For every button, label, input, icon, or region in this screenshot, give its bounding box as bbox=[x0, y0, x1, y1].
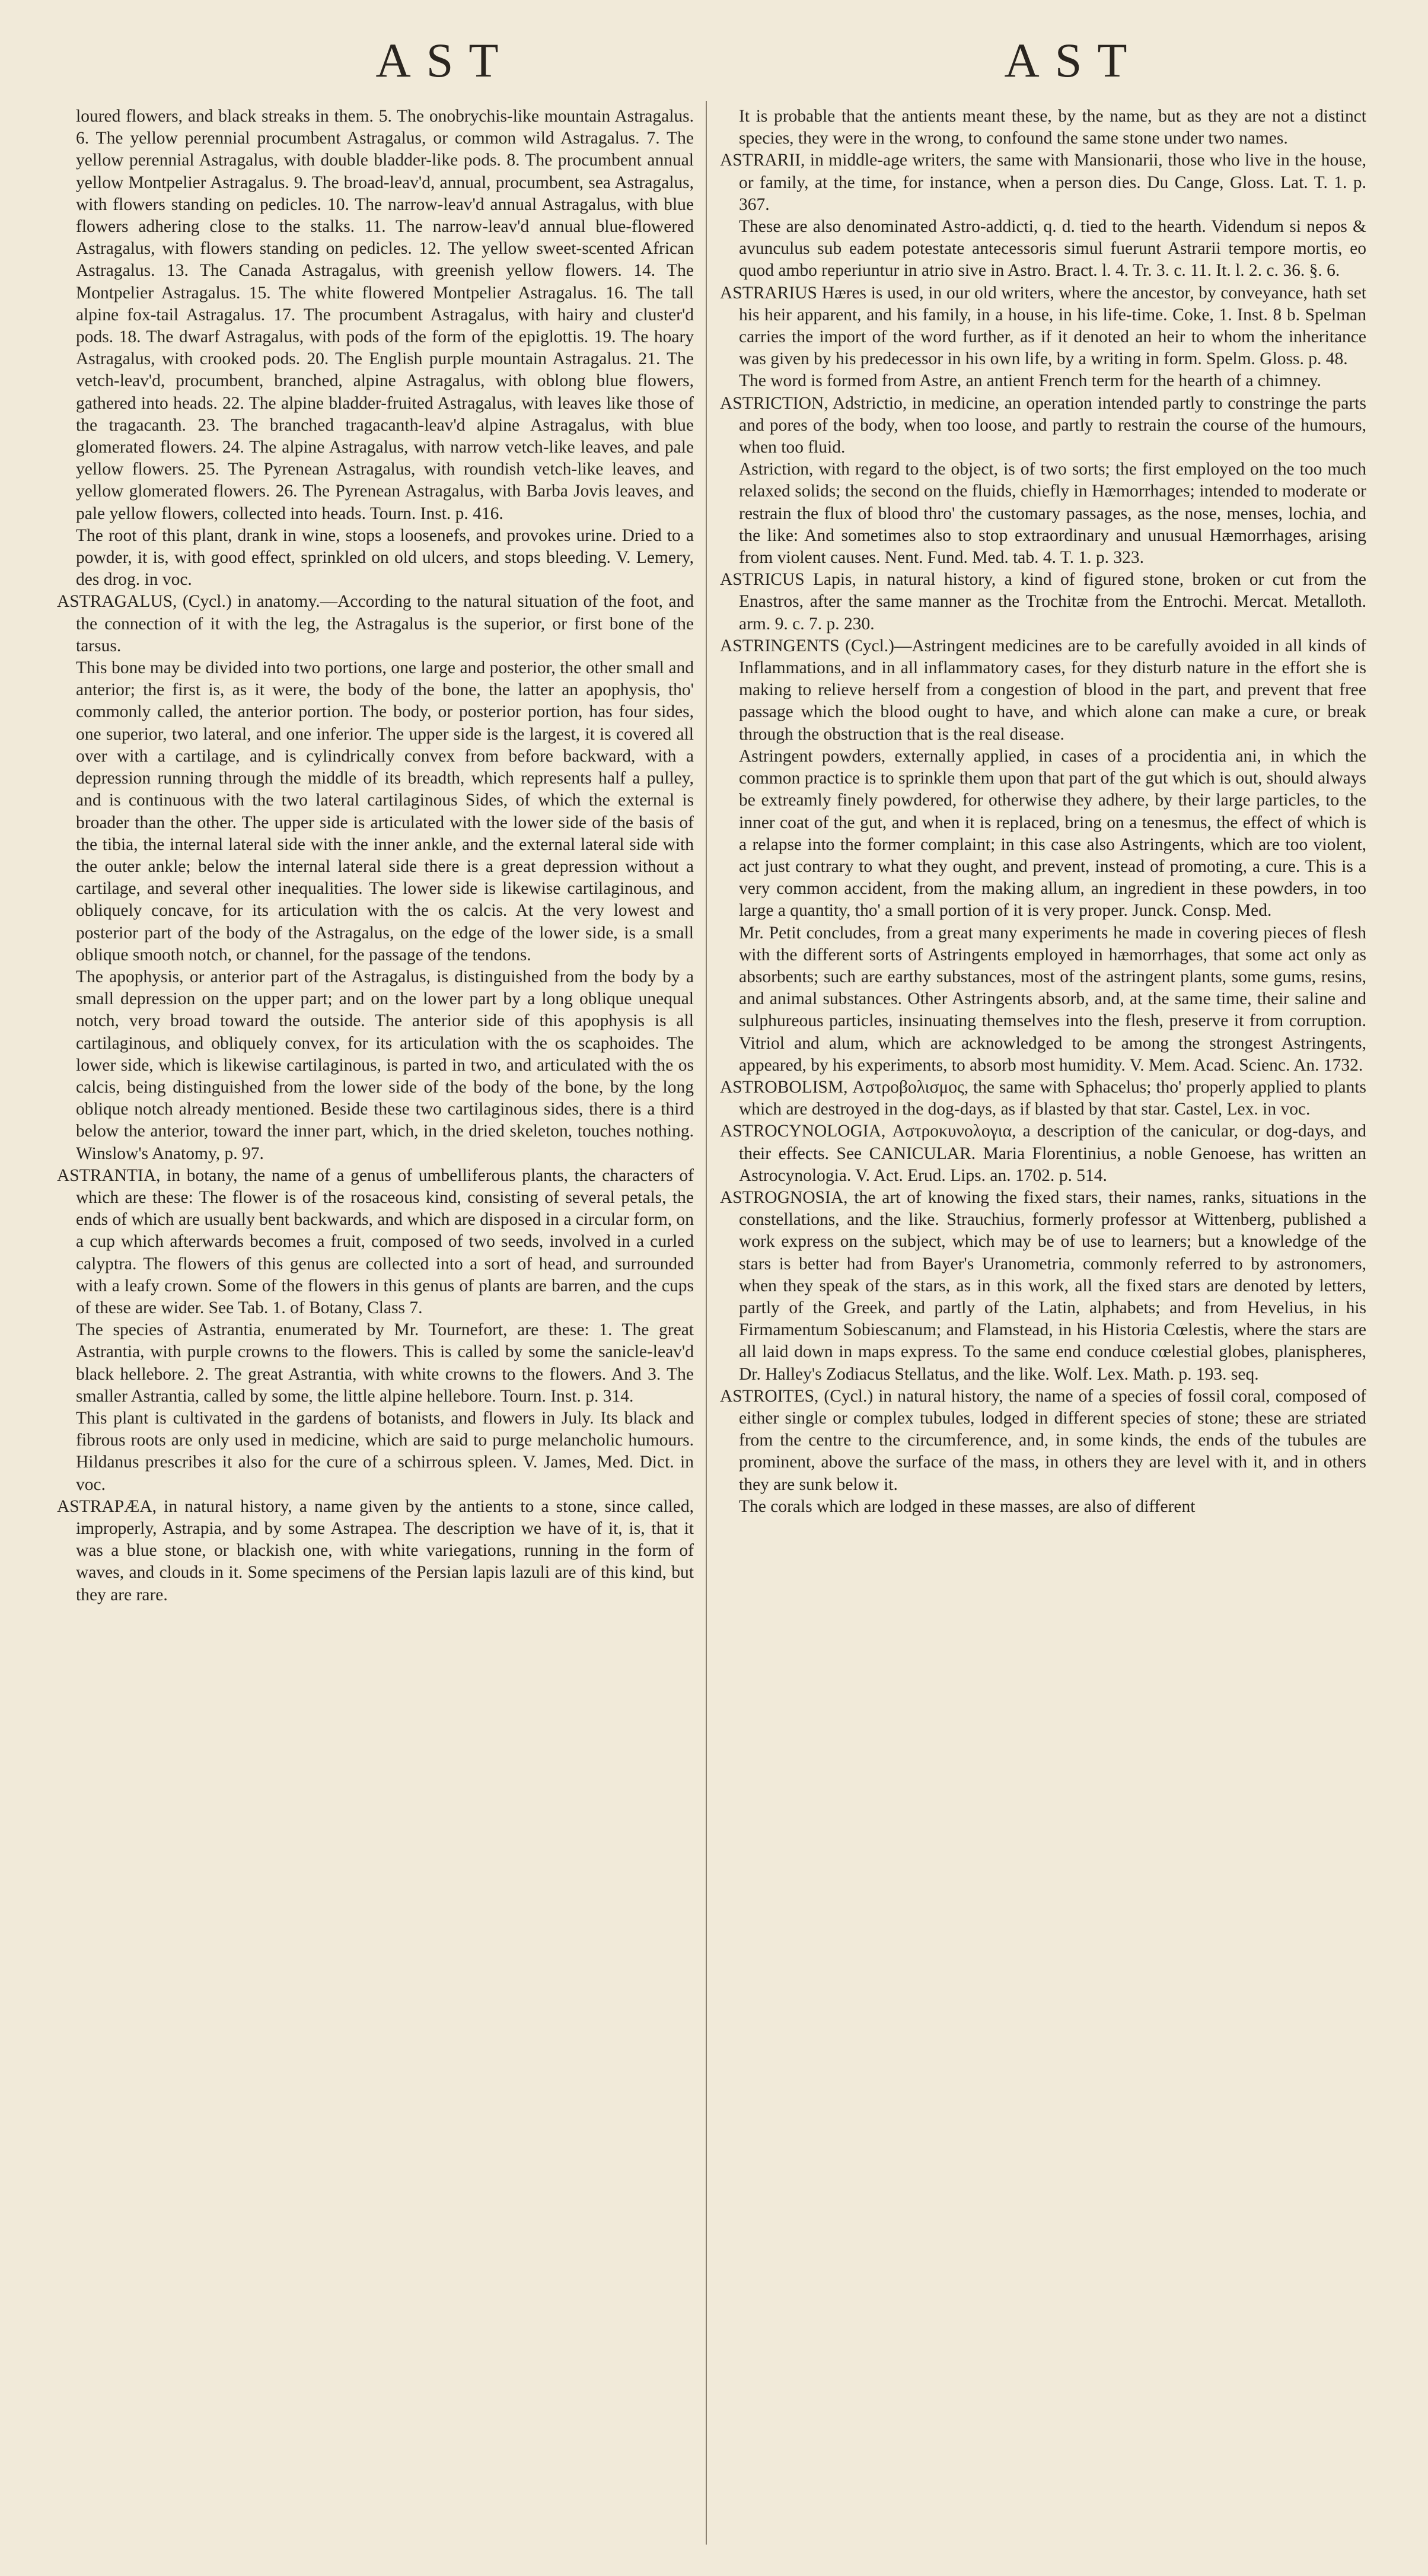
entry-paragraph: The species of Astrantia, enumerated by Mr. Tournefort, are these: 1. The great Astrantia, with purple crowns to the flowers. This is called by some the sanicle-leav'd black hellebore. 2. The great Astrantia, with white crowns to the flowers. And 3. The smaller Astrantia, called by some, the little alpine hellebore. Tourn. Inst. p. 314. bbox=[76, 1320, 694, 1406]
dictionary-entry: ASTROCYNOLOGIA, Αστροκυνολογια, a description of the canicular, or dog-days, and their effects. See CANICULAR. Maria Florentinius, a noble Genoese, has written an Astrocynologia. V. Act. Erud. Lips. an. 1702. p. 514. bbox=[720, 1122, 1366, 1185]
dictionary-entry: ASTRANTIA, in botany, the name of a genus of umbelliferous plants, the characters of which are these: The flower is of the rosaceous kind, consisting of several petals, the ends of which are usually bent backwards, and which are disposed in a circular form, on a cup which afterwards becomes a fruit, composed of two seeds, involved in a curled calyptra. The flowers of this genus are collected into a sort of head, and surrounded with a leafy crown. Some of the flowers in this genus of plants are barren, and the cups of these are wider. See Tab. 1. of Botany, Class 7. bbox=[57, 1166, 694, 1317]
dictionary-entry: ASTROITES, (Cycl.) in natural history, the name of a species of fossil coral, composed of either single or complex tubules, lodged in different species of stone; these are striated from the centre to the circumference, and, in some kinds, the ends of the tubules are prominent, above the surface of the mass, in others they are level with it, and in others they are sunk below it. bbox=[720, 1386, 1366, 1494]
entry-paragraph: The root of this plant, drank in wine, stops a loosenefs, and provokes urine. Dried to a powder, it is, with good effect, sprinkled on old ulcers, and stops bleeding. V. Lemery, des drog. in voc. bbox=[76, 526, 694, 590]
dictionary-entry: ASTRINGENTS (Cycl.)—Astringent medicines are to be carefully avoided in all kinds of Inflammations, and in all inflammatory cases, for they disturb nature in the effort she is making to relieve herself from a congestion of blood in the part, and prevent that free passage which the blood ought to have, and which alone can make a cure, or break through the obstruction that is the real disease. bbox=[720, 636, 1366, 744]
dictionary-entry: ASTRICTION, Adstrictio, in medicine, an operation intended partly to constringe the parts and pores of the body, when too loose, and partly to restrain the course of the humours, when too fluid. bbox=[720, 393, 1366, 457]
entry-paragraph: The apophysis, or anterior part of the Astragalus, is distinguished from the body by a small depression on the upper part; and on the lower part by a long oblique unequal notch, very broad toward the outside. The anterior side of this apophysis is all cartilaginous, and obliquely convex, for its articulation with the os scaphoides. The lower side, which is likewise cartilaginous, is parted in two, and articulated with the os calcis, being distinguished from the lower side of the body of the bone, by the long oblique notch already mentioned. Beside these two cartilaginous sides, there is a third below the anterior, toward the inner part, which, in the dried skeleton, touches nothing. Winslow's Anatomy, p. 97. bbox=[76, 967, 694, 1163]
dictionary-entry: ASTROGNOSIA, the art of knowing the fixed stars, their names, ranks, situations in the constellations, and the like. Strauchius, formerly professor at Wittenberg, published a work express on the subject, which may be of use to learners; but a knowledge of the stars is better had from Bayer's Uranometria, commonly referred to by astronomers, when they speak of the stars, as in this work, all the fixed stars are denoted by letters, partly of the Greek, and partly of the Latin, alphabets; and from Hevelius, in his Firmamentum Sobiescanum; and Flamstead, in his Historia Cœlestis, where the stars are all laid down in maps express. To the same end conduce cœlestial globes, planispheres, Dr. Halley's Zodiacus Stellatus, and the like. Wolf. Lex. Math. p. 193. seq. bbox=[720, 1187, 1366, 1384]
entry-paragraph: The corals which are lodged in these masses, are also of different bbox=[739, 1496, 1196, 1516]
running-head-right: AST bbox=[1004, 33, 1143, 87]
entry-paragraph: This plant is cultivated in the gardens of botanists, and flowers in July. Its black and fibrous roots are only used in medicine, which are said to purge melancholic humours. Hildanus prescribes it also for the cure of a schirrous spleen. V. James, Med. Dict. in voc. bbox=[76, 1408, 694, 1494]
entry-paragraph: These are also denominated Astro-addicti, q. d. tied to the hearth. Videndum si nepos & avunculus sub eadem potestate antecessoris simul fuerunt Astrarii tempore mortis, eo quod ambo reperiuntur in atrio sive in Astro. Bract. l. 4. Tr. 3. c. 11. It. l. 2. c. 36. §. 6. bbox=[739, 217, 1366, 281]
entry-paragraph: The word is formed from Astre, an antient French term for the hearth of a chimney. bbox=[739, 371, 1321, 391]
entry-paragraph: This bone may be divided into two portions, one large and posterior, the other small and anterior; the first is, as it were, the body of the bone, the latter an apophysis, tho' commonly called, the anterior portion. The body, or posterior portion, has four sides, one superior, two lateral, and one inferior. The upper side is the largest, it is covered all over with a cartilage, and is cylindrically convex from before backward, with a depression running through the middle of its breadth, which represents half a pulley, and is continuous with the two lateral cartilaginous Sides, of which the external is broader than the other. The upper side is articulated with the lower side of the basis of the tibia, the internal lateral side with the inner ankle, and the external lateral side with the outer ankle; below the internal lateral side there is a great depression without a cartilage, and several other inequalities. The lower side is likewise cartilaginous, and obliquely concave, for its articulation with the os calcis. At the very lowest and posterior part of the body of the Astragalus, on the edge of the lower side, is a small oblique smooth notch, or channel, for the passage of the tendons. bbox=[76, 658, 694, 964]
entry-paragraph: loured flowers, and black streaks in them. 5. The onobrychis-like mountain Astragalus. 6. The yellow perennial procumbent Astragalus, or common wild Astragalus. 7. The yellow perennial Astragalus, with double bladder-like pods. 8. The procumbent annual yellow Montpelier Astragalus. 9. The broad-leav'd, annual, procumbent, sea Astragalus, with flowers standing on pedicles. 10. The narrow-leav'd annual Astragalus, with blue flowers adhering close to the stalks. 11. The narrow-leav'd annual blue-flowered Astragalus, with flowers standing on pedicles. 12. The yellow sweet-scented African Astragalus. 13. The Canada Astragalus, with greenish yellow flowers. 14. The Montpelier Astragalus. 15. The white flowered Montpelier Astragalus. 16. The tall alpine fox-tail Astragalus. 17. The procumbent Astragalus, with hairy and cluster'd pods. 18. The dwarf Astragalus, with pods of the form of the epiglottis. 19. The hoary Astragalus, with crooked pods. 20. The English purple mountain Astragalus. 21. The vetch-leav'd, procumbent, branched, alpine Astragalus, with oblong blue flowers, gathered into heads. 22. The alpine bladder-fruited Astragalus, with leaves like those of the tragacanth. 23. The branched tragacanth-leav'd alpine Astragalus, with blue glomerated flowers. 24. The alpine Astragalus, with narrow vetch-like leaves, and pale yellow flowers. 25. The Pyrenean Astragalus, with roundish vetch-like leaves, and yellow glomerated flowers. 26. The Pyrenean Astragalus, with Barba Jovis leaves, and pale yellow flowers, collected into heads. Tourn. Inst. p. 416. bbox=[76, 107, 694, 523]
dictionary-entry: ASTRICUS Lapis, in natural history, a kind of figured stone, broken or cut from the Enastros, after the same manner as the Trochitæ from the Entrochi. Mercat. Metalloth. arm. 9. c. 7. p. 230. bbox=[720, 570, 1366, 633]
column-divider bbox=[706, 101, 707, 2545]
dictionary-entry: ASTRARII, in middle-age writers, the same with Mansionarii, those who live in the house, or family, at the time, for instance, when a person dies. Du Cange, Gloss. Lat. T. 1. p. 367. bbox=[720, 151, 1366, 214]
entry-paragraph: Astriction, with regard to the object, is of two sorts; the first employed on the too much relaxed solids; the second on the fluids, chiefly in Hæmorrhages; intended to moderate or restrain the flux of blood thro' the customary passages, as the nose, menses, lochia, and the like: And sometimes also to stop extraordinary and unusual Hæmorrhages, arising from violent causes. Nent. Fund. Med. tab. 4. T. 1. p. 323. bbox=[739, 460, 1366, 568]
left-column bbox=[57, 106, 694, 2567]
entry-paragraph: Astringent powders, externally applied, in cases of a procidentia ani, in which the common practice is to sprinkle them upon that part of the gut which is out, should always be extreamly finely powdered, for otherwise they adhere, by their large particles, to the inner coat of the gut, and when it is replaced, bring on a tenesmus, the effect of which is a relapse into the former complaint; in this case also Astringents, which are too violent, act just contrary to what they ought, and prevent, instead of promoting, a cure. This is a very common accident, from the making allum, an ingredient in these powders, in too large a quantity, tho' a small portion of it is very proper. Junck. Consp. Med. bbox=[739, 746, 1366, 921]
entry-paragraph: Mr. Petit concludes, from a great many experiments he made in covering pieces of flesh with the different sorts of Astringents employed in hæmorrhages, that some act only as absorbents; such are earthy substances, most of the astringent plants, some gums, resins, and animal substances. Other Astringents absorb, and, at the same time, their saline and sulphureous particles, insinuating themselves into the flesh, preserve it from corruption. Vitriol and alum, which are acknowledged to be among the strongest Astringents, appeared, by his experiments, to absorb most humidity. V. Mem. Acad. Scienc. An. 1732. bbox=[739, 923, 1366, 1075]
entry-paragraph: It is probable that the antients meant these, by the name, but as they are not a distinct species, they were in the wrong, to confound the same stone under two names. bbox=[739, 107, 1366, 148]
dictionary-entry: ASTROBOLISM, Αστροβολισμος, the same with Sphacelus; tho' properly applied to plants which are destroyed in the dog-days, as if blasted by that star. Castel, Lex. in voc. bbox=[720, 1077, 1366, 1119]
dictionary-entry: ASTRARIUS Hæres is used, in our old writers, where the ancestor, by conveyance, hath set his heir apparent, and his family, in a house, in his life-time. Coke, 1. Inst. 8 b. Spelman carries the import of the word further, as if it denoted an heir to whom the inheritance was given by his predecessor in his own life, by a writing in form. Spelm. Gloss. p. 48. bbox=[720, 283, 1366, 369]
dictionary-entry: ASTRAGALUS, (Cycl.) in anatomy.—According to the natural situation of the foot, and the connection of it with the leg, the Astragalus is the superior, or first bone of the tarsus. bbox=[57, 592, 694, 655]
dictionary-entry: ASTRAPÆA, in natural history, a name given by the antients to a stone, since called, improperly, Astrapia, and by some Astrapea. The description we have of it, is, that it was a blue stone, or blackish one, with white variegations, running in the form of waves, and clouds in it. Some specimens of the Persian lapis lazuli are of this kind, but they are rare. bbox=[57, 1496, 694, 1604]
right-column bbox=[720, 106, 1366, 2567]
running-head-left: AST bbox=[375, 33, 514, 87]
